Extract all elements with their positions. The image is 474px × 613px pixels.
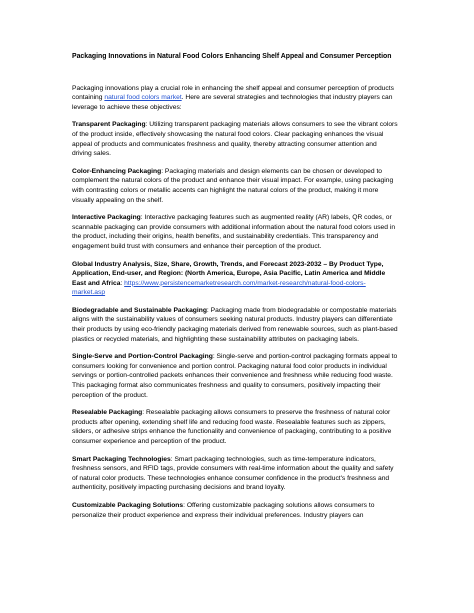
section-heading: Customizable Packaging Solutions <box>72 501 184 509</box>
section-heading: Color-Enhancing Packaging <box>72 167 162 175</box>
section-text: : Interactive packaging features such as augmented reality (AR) labels, QR codes, or scannable packaging can provide consumers with additional information about the natural food colors used in the product, including their origins, health benefits, and sustainability credentials. This transparency and engagement build trust with consumers and enhance their perception of the product. <box>72 214 396 250</box>
section-smart-packaging <box>72 455 398 493</box>
section-heading: Single-Serve and Portion-Control Packaging <box>72 353 213 361</box>
section-resealable-packaging <box>72 408 398 446</box>
section-heading: Interactive Packaging <box>72 214 141 222</box>
section-text: : Resealable packaging allows consumers to preserve the freshness of natural color products after opening, extending shelf life and reducing food waste. Resealable features such as zippers, sliders, or adhesive strips enhance the functionality and convenience of packaging, contributing to a positive consumer experience and perception of the product. <box>72 409 392 445</box>
section-interactive-packaging <box>72 213 398 251</box>
intro-text-after: . Here are several strategies and technologies that industry players can leverage to achieve these objectives: <box>72 94 393 111</box>
section-text: : Packaging materials and design elements can be chosen or developed to complement the natural colors of the product and enhance their visual impact. For example, using packaging with contrasting colors or metallic accents can highlight the natural colors of the product, making it more visually appealing on the shelf. <box>72 167 394 204</box>
section-customizable-packaging <box>72 501 398 520</box>
section-heading: Biodegradable and Sustainable Packaging <box>72 306 207 314</box>
section-text: : Smart packaging technologies, such as time-temperature indicators, freshness sensors, and RFID tags, provide consumers with real-time information about the quality and safety of natural color products. These technologies enhance consumer confidence in the product's freshness and authenticity, positively impacting purchasing decisions and brand loyalty. <box>72 455 394 492</box>
report-link[interactable]: https://www.persistencemarketresearch.com/market-research/natural-food-colors-market.asp <box>72 279 366 297</box>
section-biodegradable-packaging <box>72 306 398 344</box>
section-heading: Resealable Packaging <box>72 409 143 417</box>
intro-paragraph <box>72 84 398 113</box>
natural-food-colors-market-link[interactable]: natural food colors market <box>104 94 182 102</box>
section-text: : Single-serve and portion-control packaging formats appeal to consumers looking for convenience and portion control. Packaging natural food color products in individual servings or portion-controlled packets enhances their convenience and freshness while reducing food waste. This packaging format also communicates freshness and quality to consumers, positively impacting their perception of the product. <box>72 353 398 399</box>
section-text: : Offering customizable packaging solutions allows consumers to personalize their product experience and express their individual preferences. Industry players can <box>72 501 375 519</box>
document-title: Packaging Innovations in Natural Food Colors Enhancing Shelf Appeal and Consumer Perception <box>72 53 392 60</box>
report-reference <box>72 260 398 298</box>
report-separator: : <box>120 279 125 287</box>
section-text: : Packaging made from biodegradable or compostable materials aligns with the sustainability values of consumers seeking natural products. Industry players can differentiate their products by using eco-friendly packaging materials derived from renewable sources, such as plant-based plastics or recycled materials, and highlighting these sustainability attributes on packaging labels. <box>72 306 398 343</box>
section-transparent-packaging <box>72 120 398 158</box>
section-heading: Transparent Packaging <box>72 121 146 129</box>
intro-text-before: Packaging innovations play a crucial role in enhancing the shelf appeal and consumer perception of products containing <box>72 84 394 102</box>
section-heading: Smart Packaging Technologies <box>72 455 171 463</box>
section-text: : Utilizing transparent packaging materials allows consumers to see the vibrant colors of the product inside, effectively showcasing the natural food colors. Clear packaging enhances the visual appeal of products and communicates freshness and quality, thereby attracting consumer attention and driving sales. <box>72 121 398 158</box>
report-heading: Global Industry Analysis, Size, Share, Growth, Trends, and Forecast 2023-2032 – By Product Type, Application, End-user, and Region: (North America, Europe, Asia Pacific, Latin America and Middle East and Africa <box>72 260 386 287</box>
section-color-enhancing-packaging <box>72 167 398 205</box>
section-single-serve-packaging <box>72 352 398 400</box>
